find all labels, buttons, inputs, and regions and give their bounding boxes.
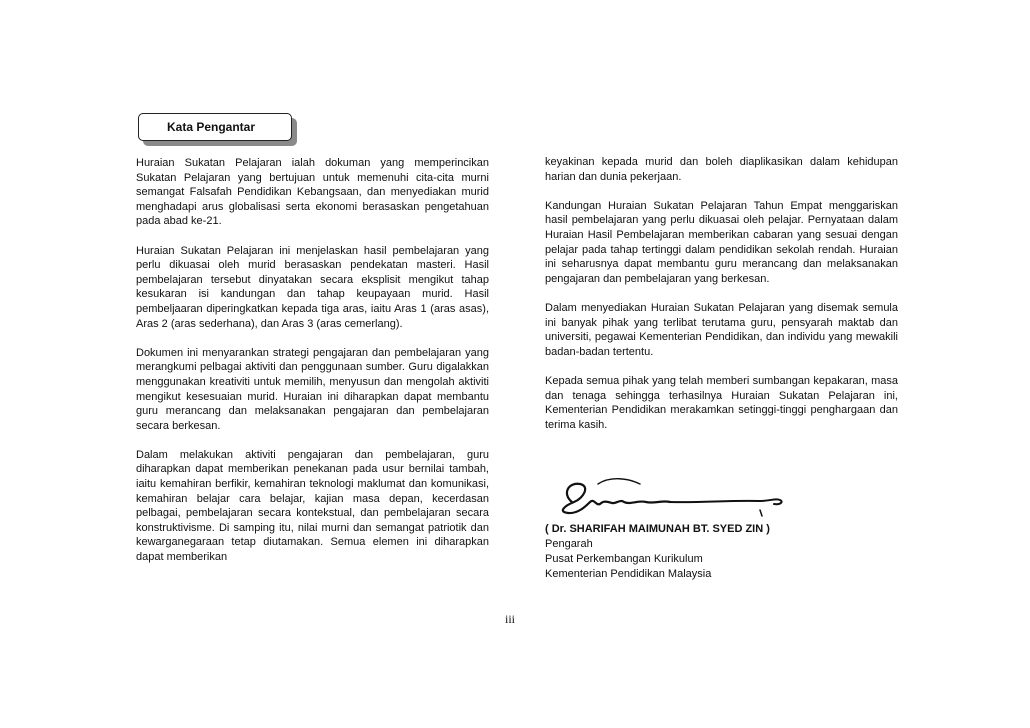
- paragraph: Huraian Sukatan Pelajaran ialah dokuman yang memperincikan Sukatan Pelajaran yang bertujuan untuk memenuhi cita-cita murni semangat Falsafah Pendidikan Kebangsaan, dan menyediakan murid menghadapi arus globalisasi serta ekonomi berasaskan pengetahuan pada abad ke-21.: [136, 157, 489, 228]
- paragraph: Dokumen ini menyarankan strategi pengajaran dan pembelajaran yang merangkumi pelbagai aktiviti dan penggunaan sumber. Guru digalakkan menggunakan kreativiti untuk memilih, menyusun dan mengolah aktiviti mengikut kesesuaian murid. Huraian ini diharapkan dapat membantu guru merancang dan melaksanakan pengajaran dan pembelajaran secara berkesan.: [136, 346, 489, 432]
- paragraph: Kandungan Huraian Sukatan Pelajaran Tahun Empat menggariskan hasil pembelajaran yang perlu dikuasai oleh pelajar. Pernyataan dalam Huraian Hasil Pembelajaran memberikan cabaran yang sesuai dengan pelajar pada tahap tertinggi dalam pendidikan sekolah rendah. Huraian ini seharusnya dapat membantu guru merancang dan melaksanakan pengajaran dan pembelajaran yang berkesan.: [545, 199, 898, 285]
- paragraph: Dalam menyediakan Huraian Sukatan Pelajaran yang disemak semula ini banyak pihak yang terlibat terutama guru, pensyarah maktab dan universiti, pegawai Kementerian Pendidikan, dan individu yang mewakili badan-badan tertentu.: [545, 301, 898, 358]
- signatory-department: Pusat Perkembangan Kurikulum: [545, 553, 703, 565]
- paragraph: Huraian Sukatan Pelajaran ini menjelaskan hasil pembelajaran yang perlu dikuasai oleh murid berasaskan pendekatan masteri. Hasil pembelajaran tersebut dinyatakan secara eksplisit mengikut tahap kesukaran isi kandungan dan tahap keupayaan murid. Hasil pembeljaaran diperingkatkan kepada tiga aras, iaitu Aras 1 (aras asas), Aras 2 (aras sederhana), dan Aras 3 (aras cemerlang).: [136, 244, 489, 330]
- signatory-position: Pengarah: [545, 538, 593, 550]
- right-column: [545, 155, 898, 432]
- signatory-ministry: Kementerian Pendidikan Malaysia: [545, 568, 712, 580]
- paragraph: keyakinan kepada murid dan boleh diaplikasikan dalam kehidupan harian dan dunia pekerjaan.: [545, 156, 898, 183]
- paragraph: Dalam melakukan aktiviti pengajaran dan pembelajaran, guru diharapkan dapat memberikan penekanan pada usur bernilai tambah, iaitu kemahiran berfikir, kemahiran teknologi maklumat dan komunikasi, kemahiran belajar cara belajar, kajian masa depan, kecerdasan pelbagai, pembelajaran secara kontekstual, dan pembelajaran secara konstruktivisme. Di samping itu, nilai murni dan semangat patriotik dan kewarganegaraan tetap diutamakan. Semua elemen ini diharapkan dapat memberikan: [136, 448, 489, 564]
- paragraph: Kepada semua pihak yang telah memberi sumbangan kepakaran, masa dan tenaga sehingga terhasilnya Huraian Sukatan Pelajaran ini, Kementerian Pendidikan merakamkan setinggi-tinggi penghargaan dan terima kasih.: [545, 374, 898, 431]
- signoff-block: [545, 522, 770, 582]
- section-title-box: [138, 113, 292, 141]
- left-column: [136, 156, 489, 565]
- section-title: Kata Pengantar: [167, 120, 256, 134]
- page-number: iii: [505, 612, 516, 626]
- signatory-name: ( Dr. SHARIFAH MAIMUNAH BT. SYED ZIN ): [545, 523, 770, 535]
- handwritten-signature: [550, 472, 800, 520]
